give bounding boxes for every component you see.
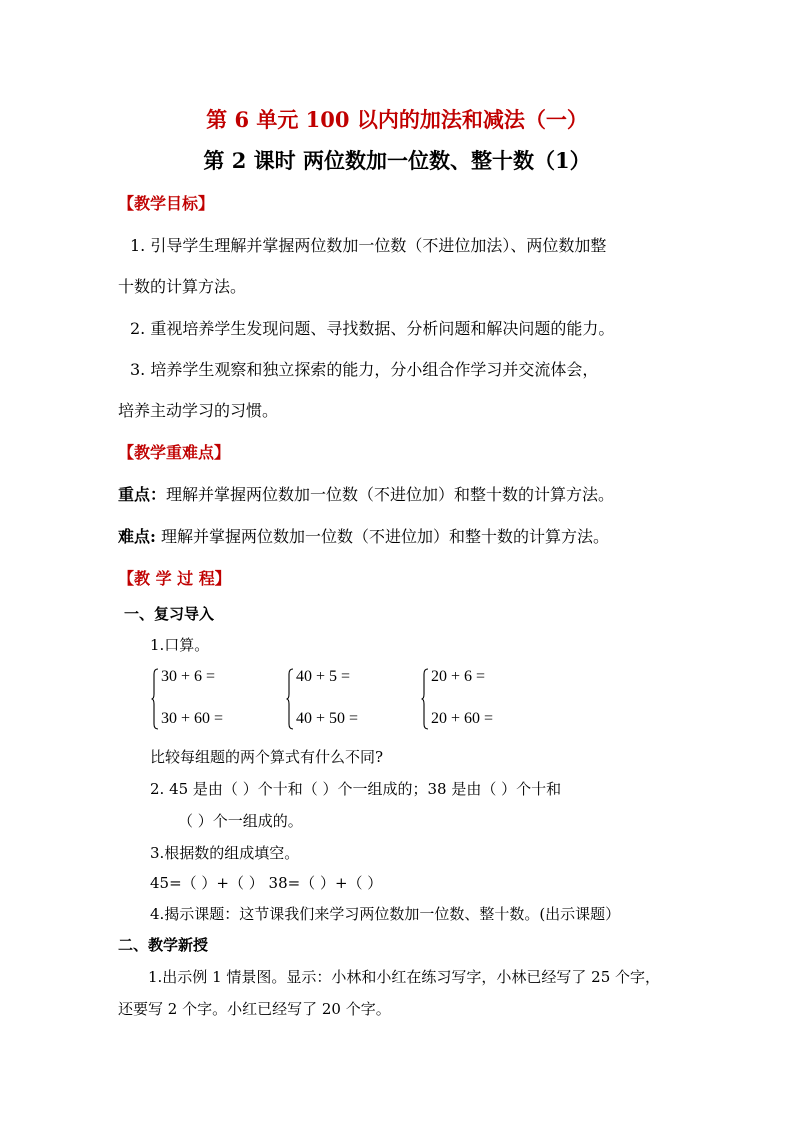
equation-bottom: 20 + 60 = [431, 710, 494, 727]
equation-top: 40 + 5 = [296, 668, 351, 685]
brace-icon [151, 668, 159, 730]
question-2-line-1: 2. 45 是由（ ）个十和（ ）个一组成的；38 是由（ ）个十和 [150, 780, 562, 798]
new-teaching-item-1-line-1: 1.出示例 1 情景图。显示：小林和小红在练习写字，小林已经写了 25 个字， [148, 968, 661, 986]
process-heading: 【教 学 过 程】 [118, 569, 231, 588]
key-point-label: 重点： [118, 485, 167, 504]
equation-bottom: 40 + 50 = [296, 710, 359, 727]
goal-item-3-line-1: 3. 培养学生观察和独立探索的能力，分小组合作学习并交流体会， [130, 360, 599, 379]
goal-item-1-line-2: 十数的计算方法。 [118, 277, 247, 296]
oral-calc-label: 1.口算。 [150, 636, 210, 654]
equation-top: 20 + 6 = [431, 668, 486, 685]
goal-item-3-line-2: 培养主动学习的习惯。 [118, 401, 279, 420]
question-3: 3.根据数的组成填空。 [150, 844, 300, 862]
equation-group-2 [286, 668, 396, 732]
equation-group-3 [421, 668, 531, 732]
compare-question: 比较每组题的两个算式有什么不同? [150, 748, 384, 766]
goal-item-1-line-1: 1. 引导学生理解并掌握两位数加一位数（不进位加法）、两位数加整 [130, 236, 607, 255]
lesson-title: 第 2 课时 两位数加一位数、整十数（1） [203, 148, 591, 173]
brace-icon [421, 668, 429, 730]
new-teaching-heading: 二、教学新授 [118, 936, 209, 954]
key-point-line [118, 482, 614, 505]
key-point-text: 理解并掌握两位数加一位数（不进位加）和整十数的计算方法。 [166, 485, 615, 504]
question-3-fill: 45=（ ）+（ ） 38=（ ）+（ ） [150, 874, 383, 892]
unit-title: 第 6 单元 100 以内的加法和减法（一） [206, 107, 588, 132]
difficulty-label: 难点: [118, 527, 156, 546]
brace-icon [286, 668, 294, 730]
goal-item-2: 2. 重视培养学生发现问题、寻找数据、分析问题和解决问题的能力。 [130, 319, 615, 338]
question-4: 4.揭示课题：这节课我们来学习两位数加一位数、整十数。(出示课题） [150, 905, 621, 923]
equation-bottom: 30 + 60 = [161, 710, 224, 727]
goals-heading: 【教学目标】 [118, 194, 215, 213]
difficulty-text: 理解并掌握两位数加一位数（不进位加）和整十数的计算方法。 [161, 527, 610, 546]
equation-top: 30 + 6 = [161, 668, 216, 685]
key-points-heading: 【教学重难点】 [118, 443, 231, 462]
new-teaching-item-1-line-2: 还要写 2 个字。小红已经写了 20 个字。 [118, 1000, 391, 1018]
equation-group-1 [151, 668, 261, 732]
difficulty-line [118, 524, 609, 547]
question-2-line-2: （ ）个一组成的。 [178, 812, 303, 830]
review-section-heading: 一、复习导入 [124, 605, 215, 623]
